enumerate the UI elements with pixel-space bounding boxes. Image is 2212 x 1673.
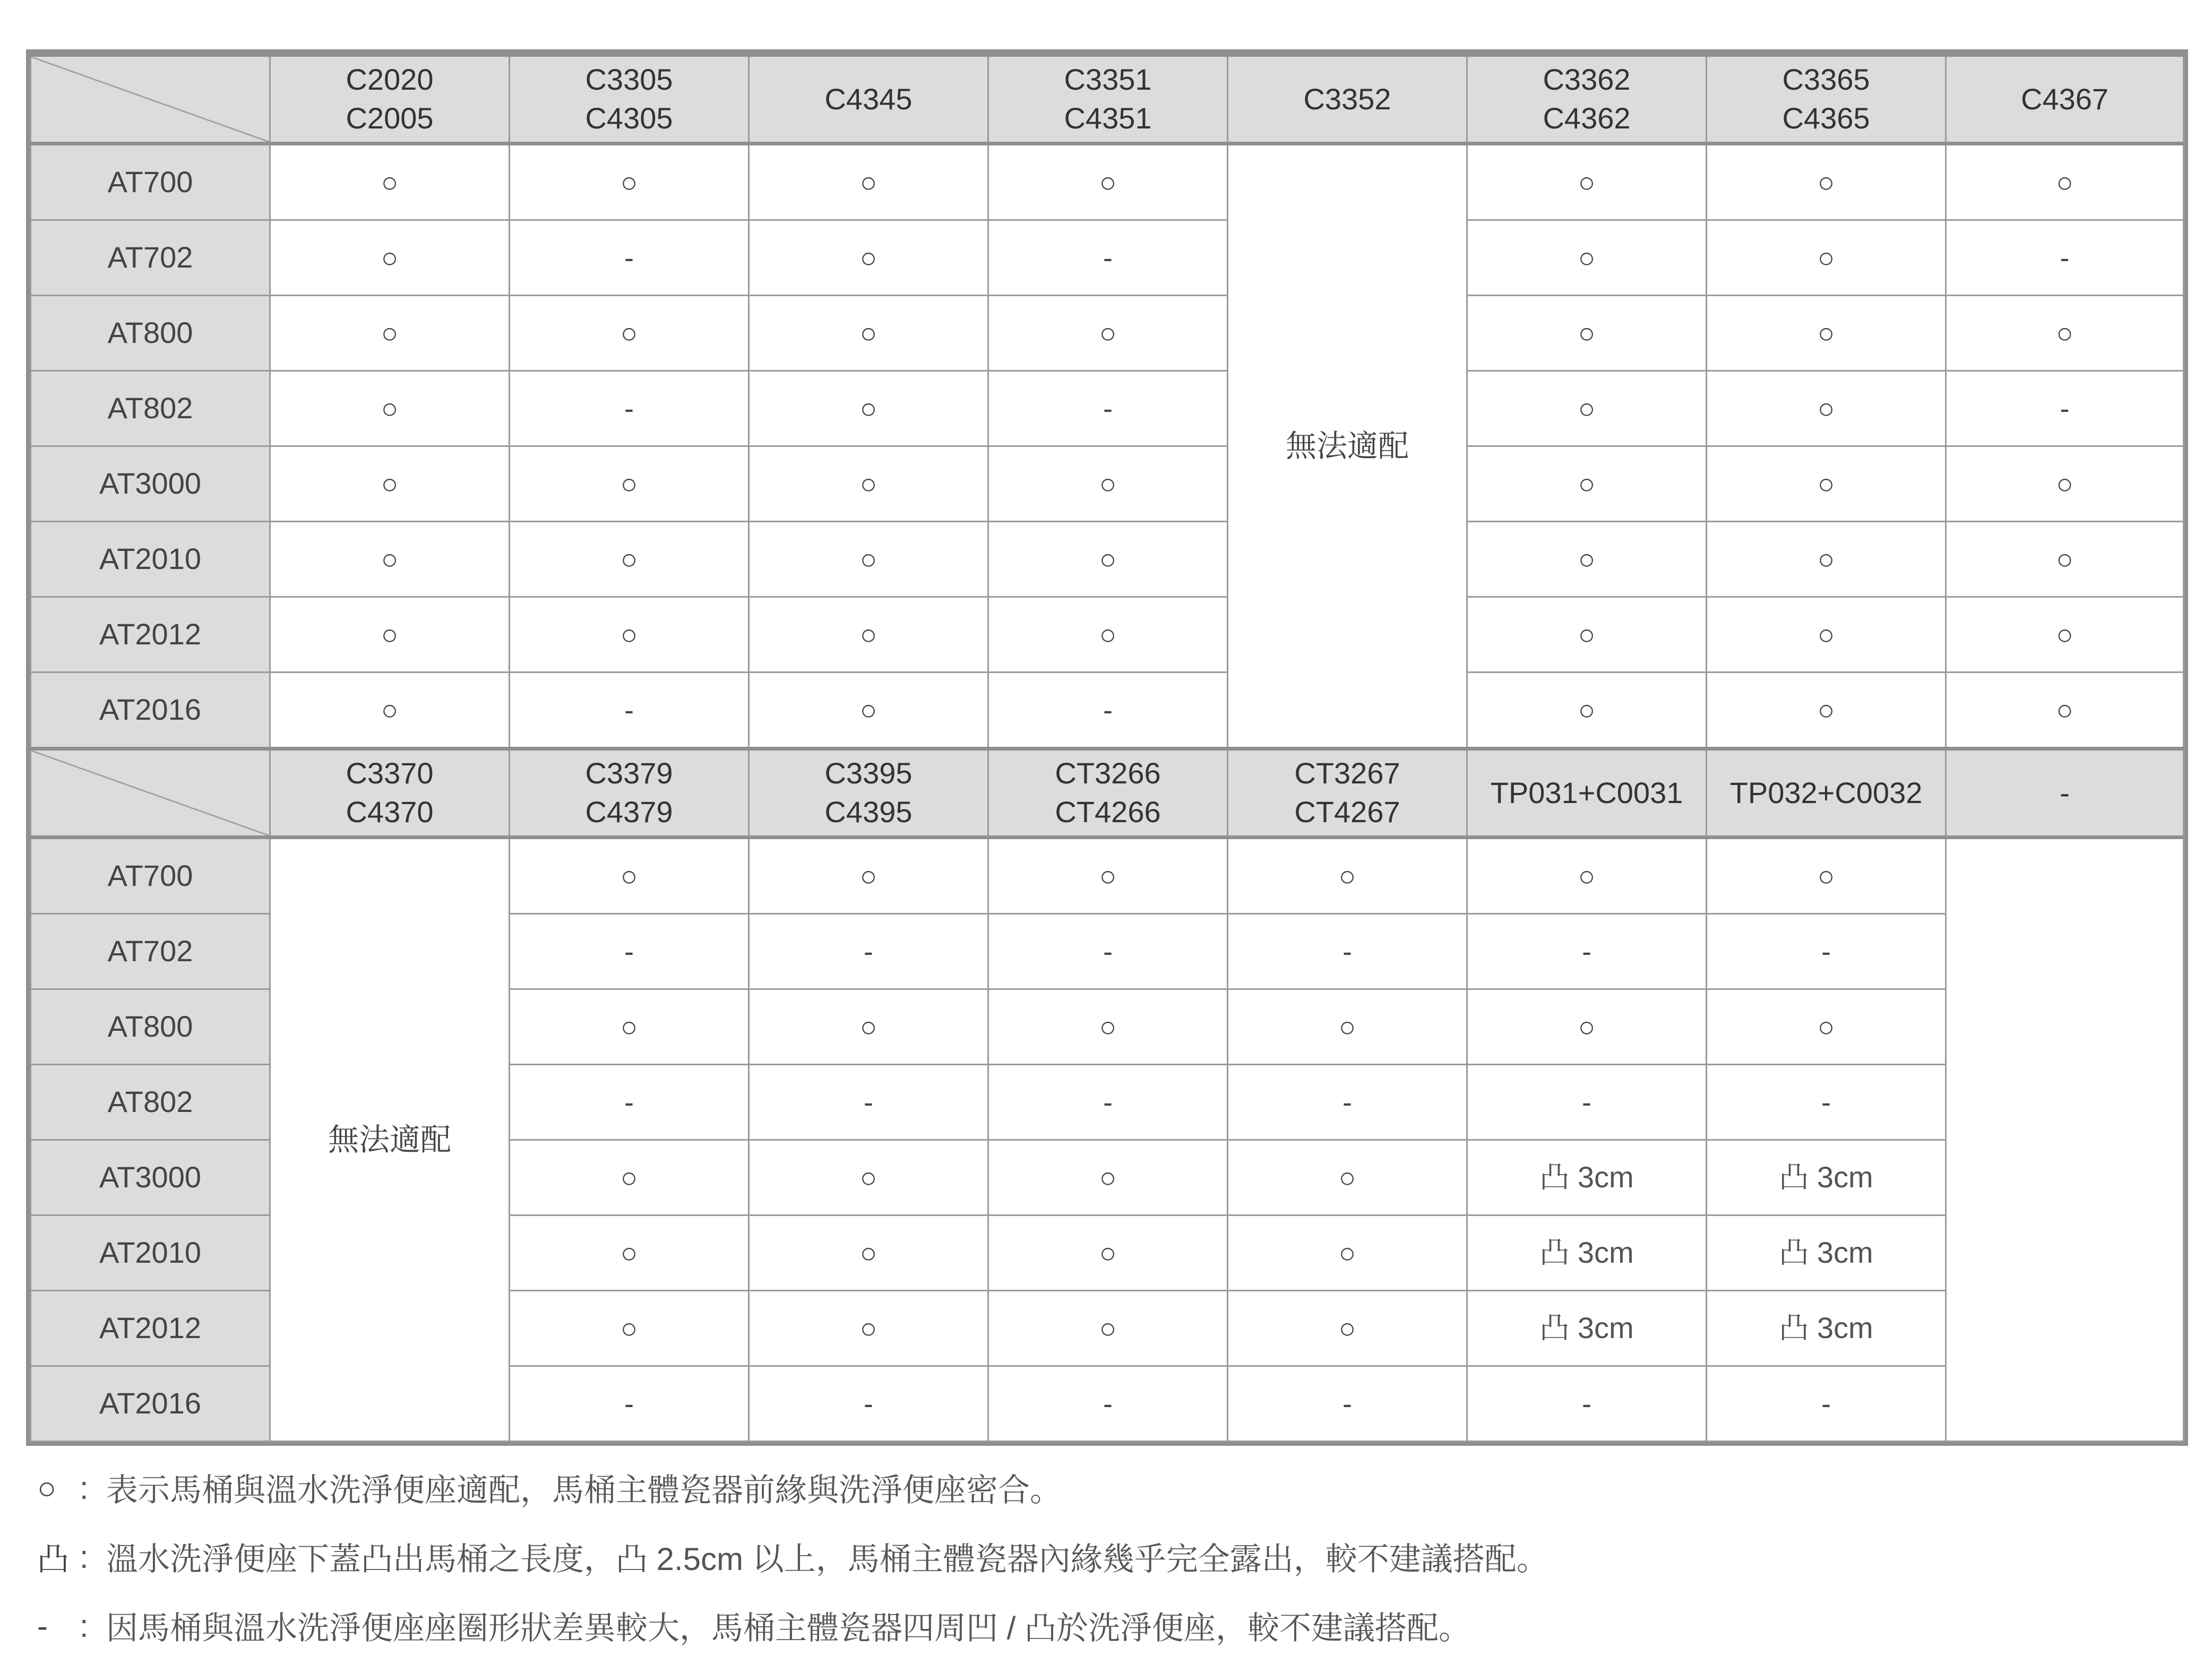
model-label: C4365 — [1782, 101, 1870, 135]
header-row — [31, 55, 2184, 144]
compatible-mark: ○ — [2056, 619, 2073, 651]
legend-not-recommended — [37, 1603, 1470, 1649]
table-cell — [749, 1291, 988, 1366]
compatible-mark: ○ — [381, 619, 399, 651]
not-recommended-mark: - — [1342, 1388, 1352, 1420]
table-cell — [1467, 144, 1707, 220]
table-cell — [749, 296, 988, 371]
compatible-mark: ○ — [620, 1237, 638, 1270]
table-cell — [988, 144, 1228, 220]
table-row — [31, 220, 2184, 296]
table-cell — [749, 672, 988, 749]
table-cell — [510, 1215, 749, 1291]
model-label: C4395 — [824, 795, 913, 829]
compatible-mark: ○ — [620, 1162, 638, 1194]
not-recommended-mark: - — [1821, 1388, 1831, 1420]
model-label: C2005 — [346, 101, 434, 135]
row-label: AT2016 — [31, 1366, 270, 1442]
table-cell — [988, 1215, 1228, 1291]
protrusion-mark: 凸 3cm — [1539, 1311, 1634, 1345]
table-cell — [1467, 371, 1707, 446]
header-row — [31, 749, 2184, 838]
compatible-mark: ○ — [381, 393, 399, 425]
compatible-mark: ○ — [859, 317, 877, 350]
table-cell — [1707, 220, 1946, 296]
compatible-mark: ○ — [2056, 468, 2073, 501]
table-cell — [1228, 1065, 1467, 1140]
compatible-mark: ○ — [1578, 468, 1596, 501]
not-recommended-mark: - — [1582, 1086, 1591, 1119]
table-row — [31, 446, 2184, 522]
table-cell — [1707, 1215, 1946, 1291]
legend-protrusion-text: 溫水洗淨便座下蓋凸出馬桶之長度，凸 2.5cm 以上，馬桶主體瓷器內緣幾乎完全露出，較不建議搭配。 — [106, 1541, 1548, 1577]
table-cell — [1707, 1065, 1946, 1140]
table-cell — [1467, 1366, 1707, 1442]
table-cell — [749, 1140, 988, 1215]
compatible-mark: ○ — [1099, 1237, 1117, 1270]
table-cell — [988, 1140, 1228, 1215]
table-row — [31, 296, 2184, 371]
not-recommended-mark: - — [1103, 694, 1113, 727]
table-cell — [1707, 838, 1946, 914]
model-label: C2020 — [346, 63, 434, 97]
table-cell — [510, 1291, 749, 1366]
model-label: C3351 — [1064, 63, 1152, 97]
table-cell — [988, 296, 1228, 371]
column-header — [1228, 55, 1467, 144]
table-cell — [1467, 989, 1707, 1065]
compatible-mark: ○ — [859, 1011, 877, 1044]
compatible-mark: ○ — [620, 167, 638, 199]
model-label: - — [2060, 775, 2070, 809]
table-cell — [749, 597, 988, 672]
table-row — [31, 144, 2184, 220]
table-cell — [749, 914, 988, 989]
column-header — [1228, 749, 1467, 838]
model-label: C3395 — [824, 756, 913, 790]
table-cell — [1467, 220, 1707, 296]
table-row — [31, 371, 2184, 446]
not-recommended-mark: - — [624, 1388, 634, 1420]
compatible-mark: ○ — [1817, 860, 1835, 893]
table-cell — [270, 446, 510, 522]
table-cell — [749, 371, 988, 446]
model-label: TP032+C0032 — [1729, 775, 1923, 809]
not-recommended-mark: - — [864, 936, 873, 968]
table-cell — [1707, 371, 1946, 446]
table-cell — [1707, 914, 1946, 989]
table-cell — [1707, 446, 1946, 522]
protrusion-mark: 凸 3cm — [1779, 1160, 1873, 1194]
table-cell — [1707, 1140, 1946, 1215]
table-cell — [988, 597, 1228, 672]
compatible-mark: ○ — [1578, 167, 1596, 199]
legend-compatible-text: 表示馬桶與溫水洗淨便座適配，馬桶主體瓷器前緣與洗淨便座密合。 — [106, 1472, 1062, 1508]
compatible-mark: ○ — [381, 468, 399, 501]
compatible-mark: ○ — [381, 167, 399, 199]
table-cell — [1946, 597, 2184, 672]
compatible-mark: ○ — [1099, 468, 1117, 501]
table-cell — [749, 838, 988, 914]
dash-icon: - — [37, 1608, 48, 1644]
model-label: C3305 — [585, 63, 673, 97]
table-cell — [510, 1065, 749, 1140]
compatible-mark: ○ — [381, 317, 399, 350]
table-cell — [1946, 220, 2184, 296]
column-header — [270, 55, 510, 144]
model-label: C3370 — [346, 756, 434, 790]
table-cell — [988, 1291, 1228, 1366]
table-cell — [988, 672, 1228, 749]
not-recommended-mark: - — [624, 936, 634, 968]
protrusion-mark: 凸 3cm — [1779, 1236, 1873, 1270]
not-recommended-mark: - — [1582, 936, 1591, 968]
compatible-mark: ○ — [2056, 694, 2073, 727]
table-row — [31, 838, 2184, 914]
compatible-mark: ○ — [859, 1313, 877, 1345]
compatible-mark: ○ — [1099, 317, 1117, 350]
table-cell — [1707, 296, 1946, 371]
compatible-mark: ○ — [1817, 167, 1835, 199]
not-recommended-mark: - — [624, 393, 634, 425]
compatible-mark: ○ — [381, 694, 399, 727]
not-recommended-mark: - — [624, 694, 634, 727]
not-recommended-mark: - — [624, 242, 634, 274]
row-label: AT802 — [31, 1065, 270, 1140]
compatible-mark: ○ — [1578, 317, 1596, 350]
model-label: CT4266 — [1055, 795, 1161, 829]
row-label: AT702 — [31, 914, 270, 989]
table-cell — [749, 989, 988, 1065]
row-label: AT702 — [31, 220, 270, 296]
column-header — [1946, 55, 2184, 144]
table-cell — [1707, 1291, 1946, 1366]
table-cell — [1467, 1140, 1707, 1215]
not-recommended-mark: - — [1103, 393, 1113, 425]
table-cell — [1467, 446, 1707, 522]
model-label: C3362 — [1543, 63, 1631, 97]
table-row — [31, 672, 2184, 749]
table-cell — [510, 1140, 749, 1215]
table-cell — [270, 220, 510, 296]
compatible-mark: ○ — [1817, 393, 1835, 425]
model-label: TP031+C0031 — [1490, 775, 1683, 809]
not-recommended-mark: - — [1342, 936, 1352, 968]
table-cell — [1467, 296, 1707, 371]
model-label: CT3267 — [1294, 756, 1400, 790]
compatible-mark: ○ — [620, 1313, 638, 1345]
legend-colon: : — [80, 1539, 89, 1575]
table-cell — [749, 1366, 988, 1442]
model-label: C3379 — [585, 756, 673, 790]
compatible-mark: ○ — [2056, 544, 2073, 576]
model-label: C4379 — [585, 795, 673, 829]
table-cell — [270, 522, 510, 597]
table-cell — [988, 989, 1228, 1065]
table-cell — [1946, 446, 2184, 522]
compatible-mark: ○ — [1817, 544, 1835, 576]
table-cell — [270, 672, 510, 749]
table-cell — [510, 989, 749, 1065]
compatible-mark: ○ — [859, 1162, 877, 1194]
column-header — [749, 749, 988, 838]
table-cell — [1467, 672, 1707, 749]
compatible-mark: ○ — [1578, 544, 1596, 576]
compatible-mark: ○ — [1338, 1237, 1356, 1270]
table-cell — [1228, 1291, 1467, 1366]
empty-cell — [1946, 838, 2184, 1442]
table-cell — [988, 371, 1228, 446]
row-label: AT2010 — [31, 1215, 270, 1291]
compatible-mark: ○ — [2056, 167, 2073, 199]
compatible-mark: ○ — [1578, 860, 1596, 893]
compatible-mark: ○ — [859, 167, 877, 199]
table-cell — [749, 220, 988, 296]
row-label: AT2012 — [31, 1291, 270, 1366]
table-cell — [1228, 914, 1467, 989]
table-cell — [1228, 1366, 1467, 1442]
compatible-mark: ○ — [859, 1237, 877, 1270]
top-section — [31, 55, 2184, 749]
row-label: AT700 — [31, 838, 270, 914]
compatible-mark: ○ — [620, 619, 638, 651]
row-label: AT3000 — [31, 1140, 270, 1215]
not-recommended-mark: - — [2060, 242, 2070, 274]
table-cell — [988, 1366, 1228, 1442]
compatible-mark: ○ — [1817, 317, 1835, 350]
column-header — [510, 55, 749, 144]
table-cell — [749, 522, 988, 597]
table-cell — [1707, 1366, 1946, 1442]
not-recommended-mark: - — [1103, 242, 1113, 274]
row-label: AT800 — [31, 296, 270, 371]
not-recommended-mark: - — [1342, 1086, 1352, 1119]
table-cell — [510, 220, 749, 296]
table-cell — [510, 597, 749, 672]
compatible-mark: ○ — [1338, 1313, 1356, 1345]
model-label: C4370 — [346, 795, 434, 829]
compatible-mark: ○ — [1099, 619, 1117, 651]
protrusion-icon: 凸 — [37, 1541, 69, 1577]
table-cell — [1467, 914, 1707, 989]
model-label: C3352 — [1303, 82, 1391, 116]
row-label: AT2010 — [31, 522, 270, 597]
table-cell — [270, 597, 510, 672]
corner-cell — [31, 749, 270, 838]
table-cell — [988, 522, 1228, 597]
model-label: C4367 — [2020, 82, 2109, 116]
compatible-mark: ○ — [859, 242, 877, 274]
table-cell — [510, 672, 749, 749]
model-label: C4305 — [585, 101, 673, 135]
table-cell — [270, 296, 510, 371]
column-header — [1707, 55, 1946, 144]
compatible-mark: ○ — [381, 544, 399, 576]
protrusion-mark: 凸 3cm — [1539, 1160, 1634, 1194]
model-label: CT3266 — [1055, 756, 1161, 790]
compatible-mark: ○ — [859, 694, 877, 727]
compatible-mark: ○ — [859, 544, 877, 576]
table-cell — [1467, 838, 1707, 914]
model-label: C4351 — [1064, 101, 1152, 135]
compatible-mark: ○ — [1338, 1162, 1356, 1194]
compatible-mark: ○ — [1099, 544, 1117, 576]
compatible-mark: ○ — [859, 468, 877, 501]
legend-protrusion — [37, 1534, 1548, 1580]
compatible-mark: ○ — [1099, 167, 1117, 199]
protrusion-mark: 凸 3cm — [1539, 1236, 1634, 1270]
column-header — [270, 749, 510, 838]
row-label: AT3000 — [31, 446, 270, 522]
table-cell — [1467, 1291, 1707, 1366]
compatible-mark: ○ — [1099, 1313, 1117, 1345]
compatible-mark: ○ — [1338, 1011, 1356, 1044]
table-cell — [1707, 989, 1946, 1065]
compatible-mark: ○ — [1578, 242, 1596, 274]
table-cell — [988, 914, 1228, 989]
column-header — [988, 55, 1228, 144]
table-cell — [749, 446, 988, 522]
table-cell — [1228, 838, 1467, 914]
table-cell — [1707, 672, 1946, 749]
table-cell — [1228, 1215, 1467, 1291]
row-label: AT700 — [31, 144, 270, 220]
column-header — [988, 749, 1228, 838]
table-cell — [270, 144, 510, 220]
corner-cell — [31, 55, 270, 144]
table-cell — [510, 296, 749, 371]
compatible-mark: ○ — [620, 544, 638, 576]
column-header — [1467, 55, 1707, 144]
compatible-mark: ○ — [1817, 468, 1835, 501]
table-cell — [510, 446, 749, 522]
not-recommended-mark: - — [1103, 1388, 1113, 1420]
compatible-mark: ○ — [859, 619, 877, 651]
row-label: AT800 — [31, 989, 270, 1065]
not-recommended-mark: - — [624, 1086, 634, 1119]
table-cell — [1467, 597, 1707, 672]
compatible-mark: ○ — [1578, 393, 1596, 425]
column-header — [1467, 749, 1707, 838]
table-cell — [749, 1065, 988, 1140]
table-cell — [510, 838, 749, 914]
legend-not-recommended-text: 因馬桶與溫水洗淨便座座圈形狀差異較大，馬桶主體瓷器四周凹 / 凸於洗淨便座，較不建議搭配。 — [106, 1610, 1471, 1646]
compatible-mark: ○ — [2056, 317, 2073, 350]
table-cell — [1467, 1065, 1707, 1140]
protrusion-mark: 凸 3cm — [1779, 1311, 1873, 1345]
compatible-mark: ○ — [1099, 860, 1117, 893]
column-header — [1946, 749, 2184, 838]
table-cell — [510, 144, 749, 220]
circle-icon: ○ — [37, 1470, 57, 1506]
table-cell — [510, 522, 749, 597]
not-recommended-mark: - — [2060, 393, 2070, 425]
table-cell — [510, 371, 749, 446]
table-cell — [1946, 296, 2184, 371]
table-cell — [1946, 144, 2184, 220]
table-cell — [1467, 1215, 1707, 1291]
compatible-mark: ○ — [1099, 1011, 1117, 1044]
table-cell — [1707, 522, 1946, 597]
model-label: C3365 — [1782, 63, 1870, 97]
table-cell — [1228, 989, 1467, 1065]
not-recommended-mark: - — [1821, 936, 1831, 968]
table-cell — [1946, 522, 2184, 597]
compatible-mark: ○ — [1817, 1011, 1835, 1044]
table-cell — [1707, 597, 1946, 672]
not-recommended-mark: - — [864, 1086, 873, 1119]
table-cell — [510, 1366, 749, 1442]
table-row — [31, 597, 2184, 672]
table-cell — [270, 371, 510, 446]
not-recommended-mark: - — [1103, 1086, 1113, 1119]
legend-colon: : — [80, 1470, 89, 1506]
compatible-mark: ○ — [1817, 619, 1835, 651]
table-cell — [988, 220, 1228, 296]
table-cell — [510, 914, 749, 989]
compatible-mark: ○ — [620, 468, 638, 501]
table-cell — [1467, 522, 1707, 597]
compatible-mark: ○ — [1099, 1162, 1117, 1194]
table-cell — [1946, 672, 2184, 749]
not-recommended-mark: - — [864, 1388, 873, 1420]
not-recommended-mark: - — [1582, 1388, 1591, 1420]
bottom-section — [31, 749, 2184, 1442]
compatible-mark: ○ — [1817, 242, 1835, 274]
column-header — [749, 55, 988, 144]
row-label: AT2016 — [31, 672, 270, 749]
table-row — [31, 522, 2184, 597]
compatible-mark: ○ — [620, 860, 638, 893]
compatible-mark: ○ — [620, 317, 638, 350]
compatible-mark: ○ — [1578, 619, 1596, 651]
compatibility-table — [30, 53, 2184, 1442]
table-cell — [749, 144, 988, 220]
not-compatible-cell: 無法適配 — [1228, 144, 1467, 749]
table-cell — [1707, 144, 1946, 220]
model-label: CT4267 — [1294, 795, 1400, 829]
compatible-mark: ○ — [381, 242, 399, 274]
not-compatible-cell: 無法適配 — [270, 838, 510, 1442]
table-cell — [988, 838, 1228, 914]
column-header — [1707, 749, 1946, 838]
compatible-mark: ○ — [1578, 694, 1596, 727]
legend-colon: : — [80, 1608, 89, 1644]
compatible-mark: ○ — [859, 860, 877, 893]
row-label: AT2012 — [31, 597, 270, 672]
table-cell — [1228, 1140, 1467, 1215]
compatible-mark: ○ — [859, 393, 877, 425]
not-recommended-mark: - — [1103, 936, 1113, 968]
row-label: AT802 — [31, 371, 270, 446]
model-label: C4345 — [824, 82, 913, 116]
column-header — [510, 749, 749, 838]
compatible-mark: ○ — [1338, 860, 1356, 893]
compatible-mark: ○ — [1578, 1011, 1596, 1044]
table-cell — [988, 446, 1228, 522]
not-recommended-mark: - — [1821, 1086, 1831, 1119]
table-cell — [749, 1215, 988, 1291]
table-cell — [1946, 371, 2184, 446]
model-label: C4362 — [1543, 101, 1631, 135]
compatible-mark: ○ — [1817, 694, 1835, 727]
legend-compatible — [37, 1465, 1062, 1511]
table-cell — [988, 1065, 1228, 1140]
compatible-mark: ○ — [620, 1011, 638, 1044]
